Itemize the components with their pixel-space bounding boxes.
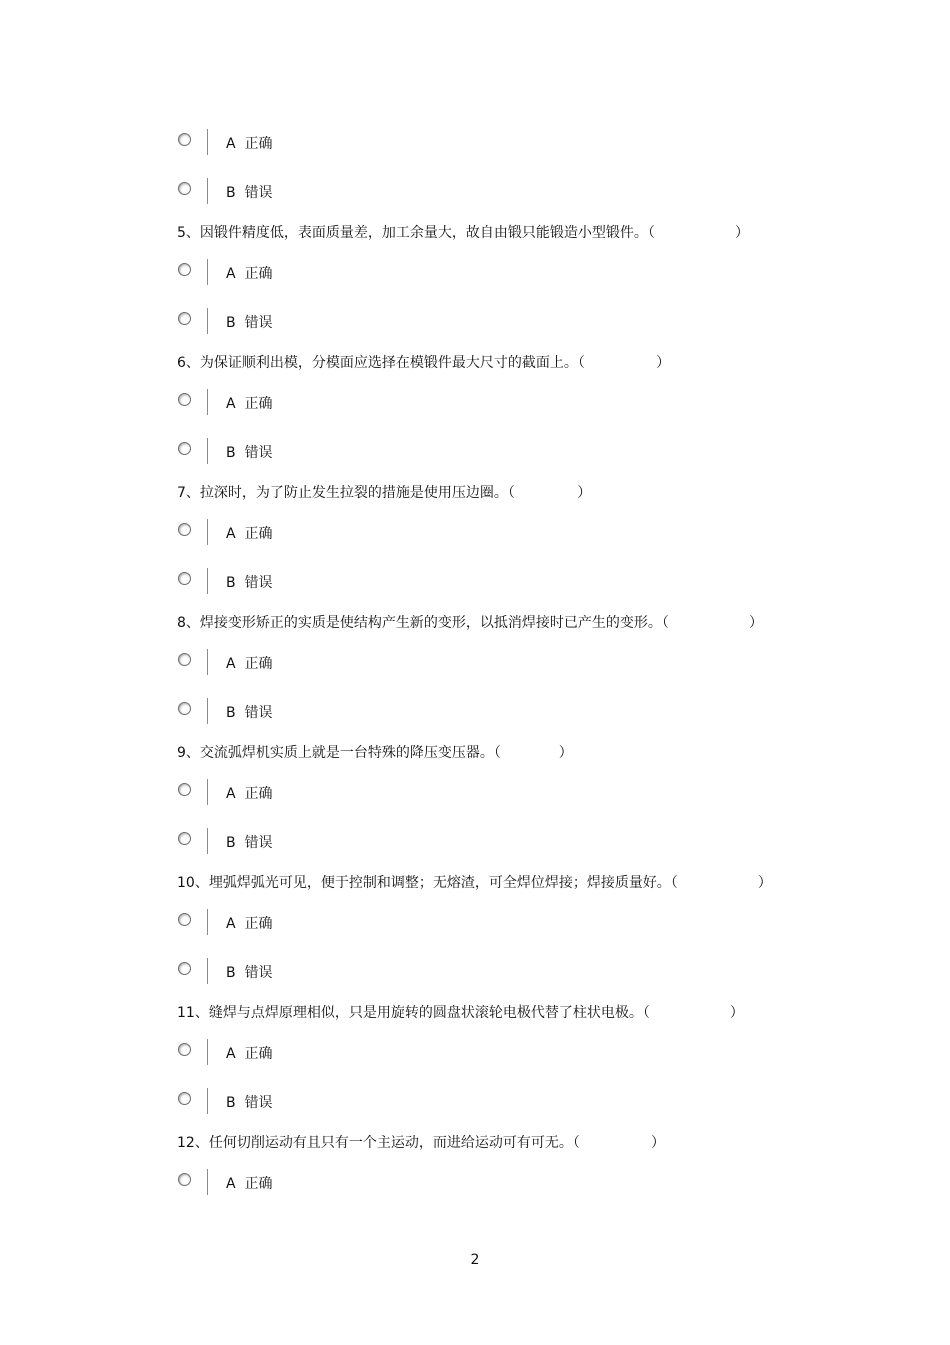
answer-option[interactable] [178, 653, 378, 679]
answer-option[interactable] [178, 393, 378, 419]
radio-button[interactable] [178, 442, 191, 455]
radio-button[interactable] [178, 182, 191, 195]
question-text: 12、任何切削运动有且只有一个主运动，而进给运动可有可无。（ ） [177, 1135, 666, 1151]
radio-button[interactable] [178, 312, 191, 325]
divider [207, 828, 208, 854]
option-label: A 正确 [226, 396, 273, 412]
question-text: 9、交流弧焊机实质上就是一台特殊的降压变压器。（ ） [177, 745, 573, 761]
option-label: B 错误 [226, 835, 273, 851]
option-label: A 正确 [226, 916, 273, 932]
question-text: 8、焊接变形矫正的实质是使结构产生新的变形，以抵消焊接时已产生的变形。（ ） [177, 615, 764, 631]
option-label: A 正确 [226, 656, 273, 672]
divider [207, 259, 208, 285]
option-label: A 正确 [226, 266, 273, 282]
radio-button[interactable] [178, 832, 191, 845]
answer-option[interactable] [178, 962, 378, 988]
option-label: A 正确 [226, 1176, 273, 1192]
answer-option[interactable] [178, 263, 378, 289]
answer-option[interactable] [178, 572, 378, 598]
option-label: B 错误 [226, 965, 273, 981]
answer-option[interactable] [178, 1173, 378, 1199]
page-number: 2 [470, 1252, 480, 1268]
divider [207, 519, 208, 545]
answer-option[interactable] [178, 783, 378, 809]
divider [207, 389, 208, 415]
divider [207, 308, 208, 334]
divider [207, 779, 208, 805]
question-text: 6、为保证顺利出模，分模面应选择在模锻件最大尺寸的截面上。（ ） [177, 355, 671, 371]
divider [207, 178, 208, 204]
radio-button[interactable] [178, 1092, 191, 1105]
answer-option[interactable] [178, 913, 378, 939]
question-text: 5、因锻件精度低，表面质量差，加工余量大，故自由锻只能锻造小型锻件。（ ） [177, 225, 750, 241]
answer-option[interactable] [178, 442, 378, 468]
answer-option[interactable] [178, 523, 378, 549]
radio-button[interactable] [178, 1173, 191, 1186]
radio-button[interactable] [178, 133, 191, 146]
answer-option[interactable] [178, 133, 378, 159]
option-label: A 正确 [226, 786, 273, 802]
answer-option[interactable] [178, 312, 378, 338]
question-text: 7、拉深时，为了防止发生拉裂的措施是使用压边圈。（ ） [177, 485, 592, 501]
divider [207, 438, 208, 464]
option-label: B 错误 [226, 1095, 273, 1111]
option-label: A 正确 [226, 1046, 273, 1062]
option-label: B 错误 [226, 315, 273, 331]
divider [207, 129, 208, 155]
radio-button[interactable] [178, 783, 191, 796]
answer-option[interactable] [178, 1092, 378, 1118]
radio-button[interactable] [178, 913, 191, 926]
answer-option[interactable] [178, 832, 378, 858]
option-label: B 错误 [226, 185, 273, 201]
option-label: A 正确 [226, 526, 273, 542]
divider [207, 568, 208, 594]
radio-button[interactable] [178, 393, 191, 406]
answer-option[interactable] [178, 1043, 378, 1069]
question-text: 10、埋弧焊弧光可见，便于控制和调整；无熔渣，可全焊位焊接；焊接质量好。（ ） [177, 875, 772, 891]
radio-button[interactable] [178, 523, 191, 536]
divider [207, 1039, 208, 1065]
divider [207, 1088, 208, 1114]
answer-option[interactable] [178, 702, 378, 728]
option-label: B 错误 [226, 705, 273, 721]
option-label: B 错误 [226, 575, 273, 591]
radio-button[interactable] [178, 702, 191, 715]
radio-button[interactable] [178, 1043, 191, 1056]
radio-button[interactable] [178, 263, 191, 276]
question-text: 11、缝焊与点焊原理相似，只是用旋转的圆盘状滚轮电极代替了柱状电极。（ ） [177, 1005, 744, 1021]
option-label: A 正确 [226, 136, 273, 152]
option-label: B 错误 [226, 445, 273, 461]
radio-button[interactable] [178, 653, 191, 666]
divider [207, 958, 208, 984]
answer-option[interactable] [178, 182, 378, 208]
divider [207, 698, 208, 724]
radio-button[interactable] [178, 572, 191, 585]
radio-button[interactable] [178, 962, 191, 975]
divider [207, 649, 208, 675]
divider [207, 1169, 208, 1195]
divider [207, 909, 208, 935]
